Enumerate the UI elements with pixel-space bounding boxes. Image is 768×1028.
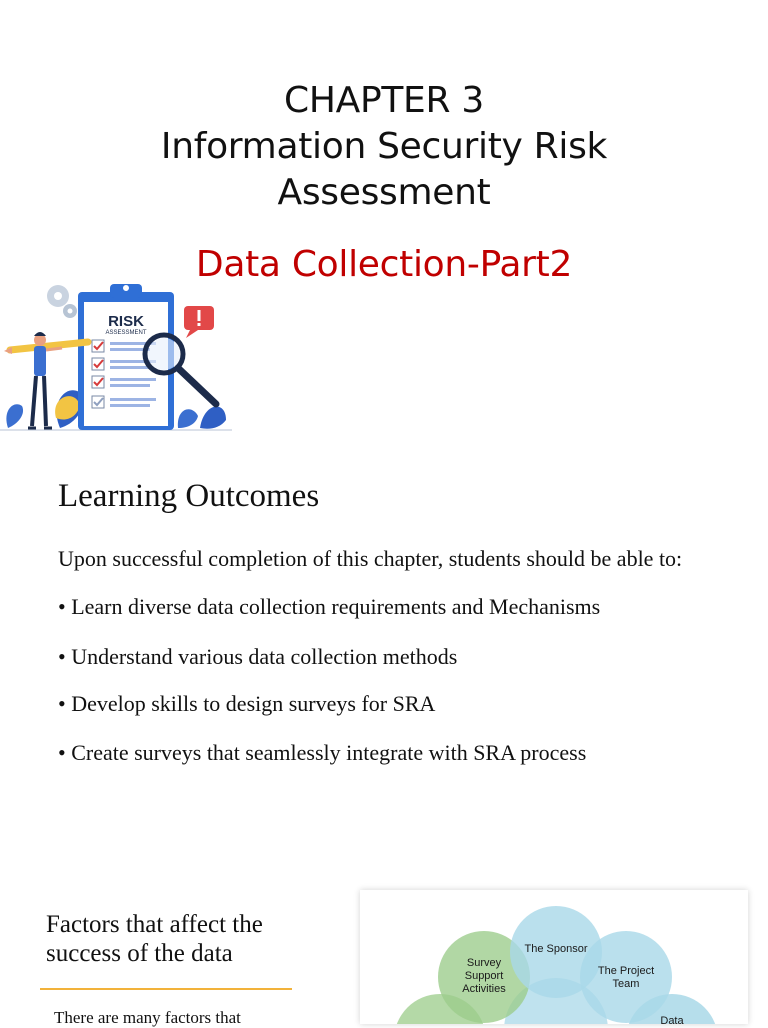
factors-slide: [0, 880, 768, 1027]
learning-outcomes-heading: Learning Outcomes: [58, 478, 320, 514]
diagram-label-survey-1: Survey: [466, 957, 502, 969]
stakeholder-diagram-card: [360, 890, 748, 1024]
diagram-label-survey-3: Activities: [462, 983, 506, 995]
heading-divider: [40, 988, 292, 990]
outcome-bullet: • Develop skills to design surveys for SRA: [58, 691, 436, 716]
clipboard-subtitle: ASSESSMENT: [105, 330, 147, 336]
risk-assessment-illustration: [0, 278, 232, 434]
chapter-subtitle: Data Collection-Part2: [195, 244, 573, 285]
diagram-label-project-team-2: Team: [612, 978, 640, 990]
outcome-bullet: • Learn diverse data collection requirements and Mechanisms: [58, 594, 601, 619]
diagram-circle-project-team: [580, 931, 672, 1023]
learning-outcomes-slide: [0, 458, 768, 818]
diagram-label-survey-2: Support: [464, 970, 504, 982]
title-slide: [0, 0, 768, 440]
factors-body-text: There are many factors that: [54, 1008, 241, 1027]
diagram-label-sponsor: The Sponsor: [524, 943, 588, 955]
outcome-bullet: • Understand various data collection methods: [58, 644, 458, 669]
chapter-title-line-3: Assessment: [277, 172, 491, 213]
diagram-label-project-team-1: The Project: [597, 965, 655, 977]
alert-icon: [184, 306, 214, 338]
stakeholder-venn-diagram: [360, 890, 748, 1024]
gear-icon: [47, 285, 77, 318]
chapter-title-line-2: Information Security Risk: [160, 126, 608, 167]
chapter-title-line-1: CHAPTER 3: [284, 80, 484, 121]
learning-outcomes-intro: Upon successful completion of this chapter, students should be able to:: [58, 546, 683, 571]
diagram-label-data: Data: [660, 1015, 684, 1024]
factors-heading: Factors that affect the success of the data: [46, 911, 263, 967]
clipboard-title: RISK: [108, 313, 144, 330]
outcome-bullet: • Create surveys that seamlessly integrate with SRA process: [58, 740, 587, 765]
